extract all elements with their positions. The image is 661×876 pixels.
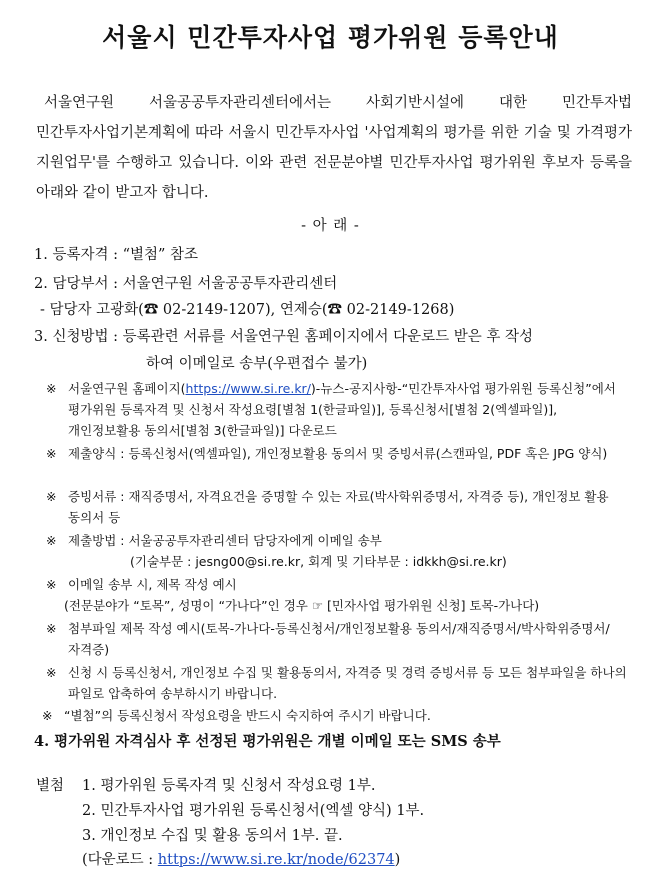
contact-line: - 담당자 고광화(☎ 02-2149-1207), 연제승(☎ 02-2149-1268) [40,302,455,318]
download-link[interactable]: https://www.si.re.kr/node/62374 [157,852,395,868]
email-contacts: (기술부문 : jesng00@si.re.kr, 회계 및 기타부문 : idkkh@si.re.kr) [130,554,507,569]
note-email-subject-example [46,574,632,616]
note-submission-format [46,443,632,464]
section-heading: - 아 래 - [301,218,360,234]
item-application-method: 3. 신청방법 : 등록관련 서류를 서울연구원 홈페이지에서 다운로드 받은 후 작성 [34,329,534,345]
note-supporting-documents [46,486,632,528]
note-text: 신청 시 등록신청서, 개인정보 수집 및 활용동의서, 자격증 및 경력 증빙서류 등 모든 첨부파일을 하나의 파일로 압축하여 송부하시기 바랍니다. [68,665,627,701]
note-mark: ※ [46,533,57,548]
note-text: 증빙서류 : 재직증명서, 자격요건을 증명할 수 있는 자료(박사학위증명서, 자격증 등), 개인정보 활용 동의서 등 [68,489,609,525]
download-suffix: ) [394,852,401,868]
note-mark: ※ [46,665,57,680]
page-title: 서울시 민간투자사업 평가위원 등록안내 [102,23,559,52]
note-attachment-title-example [46,618,632,660]
attachment-item: 1. 평가위원 등록자격 및 신청서 작성요령 1부. [82,778,376,794]
note-text: 제출방법 : 서울공공투자관리센터 담당자에게 이메일 송부 [68,533,382,548]
item-registration-qualification: 1. 등록자격 : “별첨” 참조 [34,247,199,263]
homepage-link[interactable]: https://www.si.re.kr/ [185,381,311,396]
note-text: 이메일 송부 시, 제목 작성 예시 [68,577,237,592]
note-mark: ※ [46,446,57,461]
note-mark: ※ [46,621,57,636]
note-submission-method [46,530,632,572]
note-text: 서울연구원 홈페이지( [68,381,186,396]
attachments-label: 별첨 [36,778,65,794]
subject-example: (전문분야가 “토목”, 성명이 “가나다”인 경우 ☞ [민자사업 평가위원 신청] 토목-가나다) [64,598,540,613]
note-mark: ※ [46,381,57,396]
item-department: 2. 담당부서 : 서울연구원 서울공공투자관리센터 [34,276,338,292]
attachment-item: 3. 개인정보 수집 및 활용 동의서 1부. 끝. [82,828,343,844]
note-mark: ※ [46,489,57,504]
note-text: “별첨”의 등록신청서 작성요령을 반드시 숙지하여 주시기 바랍니다. [64,708,431,723]
note-compress-files [46,662,632,704]
download-line [82,848,400,869]
note-mark: ※ [46,577,57,592]
note-text: )-뉴스-공지사항-“민간투자사업 평가위원 등록신청”에서 평가위원 등록자격 및 신청서 작성요령[별첨 1(한글파일)], 등록신청서[별첨 2(엑셀파일)], 개인정보활용 동의서[별첨 3(한글파일)] 다운로드 [68,381,616,438]
attachment-item: 2. 민간투자사업 평가위원 등록신청서(엑셀 양식) 1부. [82,803,425,819]
item-selection-notice: 4. 평가위원 자격심사 후 선정된 평가위원은 개별 이메일 또는 SMS 송부 [34,733,501,750]
item-application-method-cont: 하여 이메일로 송부(우편접수 불가) [146,356,368,372]
note-text: 첨부파일 제목 작성 예시(토목-가나다-등록신청서/개인정보활용 동의서/재직증명서/박사학위증명서/자격증) [68,621,610,657]
note-homepage-download [46,378,632,441]
download-prefix: (다운로드 : [82,852,158,868]
note-read-guide [42,705,628,726]
intro-paragraph: 서울연구원 서울공공투자관리센터에서는 사회기반시설에 대한 민간투자법 민간투자사업기본계획에 따라 서울시 민간투자사업 '사업계획의 평가를 위한 기술 및 가격평가 지원업무'를 수행하고 있습니다. 이와 관련 전문분야별 민간투자사업 평가위원 후보자 등록을 아래와 같이 받고자 합니다. [36,95,632,201]
note-mark: ※ [42,708,53,723]
note-text: 제출양식 : 등록신청서(엑셀파일), 개인정보활용 동의서 및 증빙서류(스캔파일, PDF 혹은 JPG 양식) [68,446,608,461]
